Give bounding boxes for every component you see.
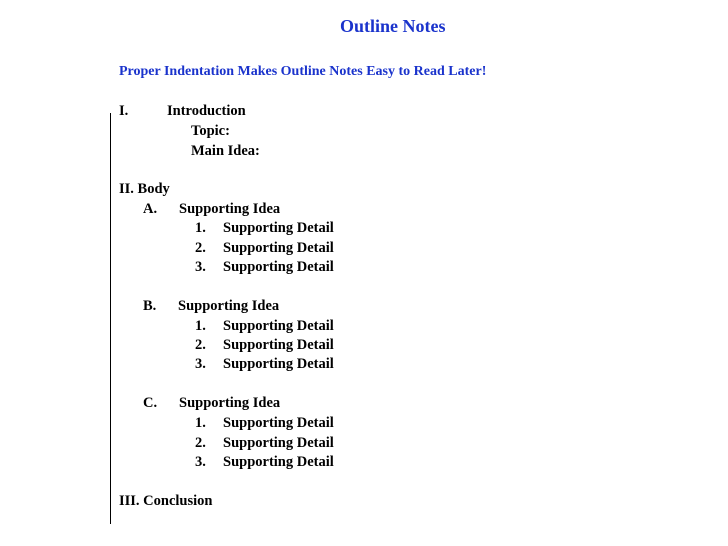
detail-number: 3. bbox=[195, 454, 206, 470]
supporting-idea: Supporting Idea bbox=[179, 395, 281, 411]
detail-number: 1. bbox=[195, 415, 206, 431]
supporting-detail: Supporting Detail bbox=[223, 259, 334, 275]
detail-number: 3. bbox=[195, 356, 206, 372]
section-letter: A. bbox=[143, 201, 158, 217]
detail-number: 2. bbox=[195, 435, 206, 451]
body-heading: II. Body bbox=[119, 181, 170, 197]
supporting-detail: Supporting Detail bbox=[223, 220, 334, 236]
intro-heading: Introduction bbox=[167, 103, 246, 119]
intro-topic: Topic: bbox=[191, 123, 230, 139]
supporting-detail: Supporting Detail bbox=[223, 415, 334, 431]
page-subtitle: Proper Indentation Makes Outline Notes Easy to Read Later! bbox=[119, 64, 487, 79]
margin-rule bbox=[110, 113, 111, 524]
intro-numeral: I. bbox=[119, 103, 129, 119]
conclusion-heading: III. Conclusion bbox=[119, 493, 213, 509]
intro-main-idea: Main Idea: bbox=[191, 143, 260, 159]
supporting-detail: Supporting Detail bbox=[223, 454, 334, 470]
supporting-detail: Supporting Detail bbox=[223, 337, 334, 353]
page-title: Outline Notes bbox=[340, 16, 446, 36]
section-letter: C. bbox=[143, 395, 158, 411]
supporting-detail: Supporting Detail bbox=[223, 435, 334, 451]
detail-number: 1. bbox=[195, 220, 206, 236]
detail-number: 3. bbox=[195, 259, 206, 275]
detail-number: 2. bbox=[195, 337, 206, 353]
supporting-idea: Supporting Idea bbox=[179, 201, 281, 217]
supporting-detail: Supporting Detail bbox=[223, 318, 334, 334]
supporting-detail: Supporting Detail bbox=[223, 240, 334, 256]
supporting-detail: Supporting Detail bbox=[223, 356, 334, 372]
section-letter: B. bbox=[143, 298, 157, 314]
supporting-idea: Supporting Idea bbox=[178, 298, 280, 314]
detail-number: 2. bbox=[195, 240, 206, 256]
detail-number: 1. bbox=[195, 318, 206, 334]
